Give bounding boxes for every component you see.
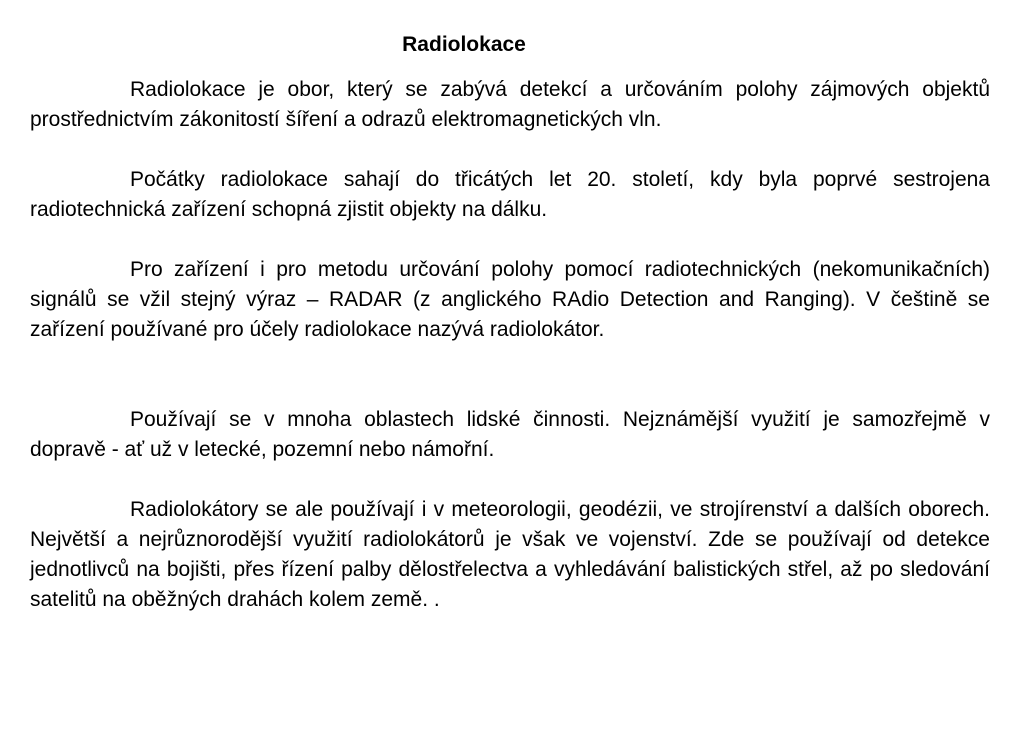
paragraph-radar-term: Pro zařízení i pro metodu určování polohy pomocí radiotechnických (nekomunikačních) signálů se vžil stejný výraz – RADAR (z anglického RAdio Detection and Ranging). V češtině se zařízení používané pro účely radiolokace nazývá radiolokátor. xyxy=(30,258,990,341)
paragraph-usage: Používají se v mnoha oblastech lidské činnosti. Nejznámější využití je samozřejmě v dopravě - ať už v letecké, pozemní nebo námořní. xyxy=(30,408,990,461)
page-title: Radiolokace xyxy=(402,33,526,56)
paragraph-history: Počátky radiolokace sahají do třicátých let 20. století, kdy byla poprvé sestrojena radiotechnická zařízení schopná zjistit objekty na dálku. xyxy=(30,168,990,221)
paragraph-applications: Radiolokátory se ale používají i v meteorologii, geodézii, ve strojírenství a dalších oborech. Největší a nejrůznorodější využití radiolokátorů je však ve vojenství. Zde se používají od detekce jednotlivců na bojišti, přes řízení palby dělostřelectva a vyhledávání balistických střel, až po sledování satelitů na oběžných drahách kolem země. . xyxy=(30,498,990,611)
document-body xyxy=(30,75,990,615)
paragraph-definition: Radiolokace je obor, který se zabývá detekcí a určováním polohy zájmových objektů prostřednictvím zákonitostí šíření a odrazů elektromagnetických vln. xyxy=(30,78,990,131)
